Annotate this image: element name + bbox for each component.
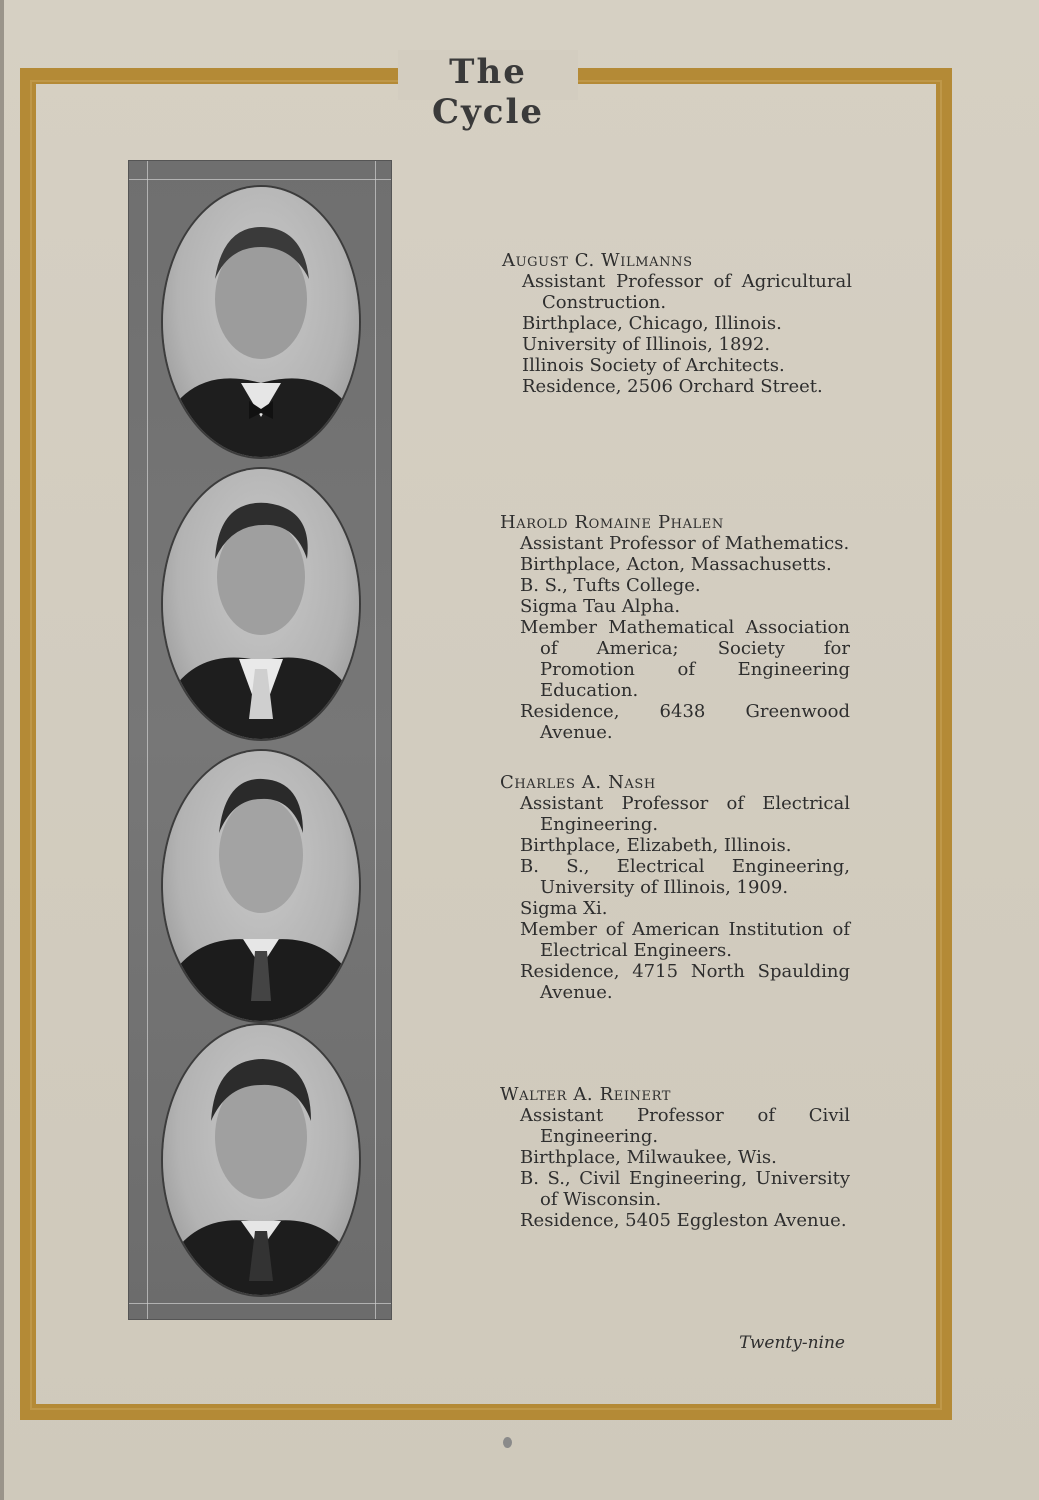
entry-line: B. S., Tufts College.	[520, 575, 701, 596]
entry-line: Residence, 5405 Eggleston Avenue.	[520, 1210, 847, 1231]
person-silhouette-icon	[163, 469, 359, 739]
entry-line: Sigma Xi.	[520, 898, 608, 919]
faculty-entry	[502, 250, 852, 397]
entry-line: B. S., Electrical Engineering, University of Illinois, 1909.	[520, 856, 850, 898]
page-spine	[0, 0, 4, 1500]
entry-line: Birthplace, Chicago, Illinois.	[522, 313, 782, 334]
entry-line: Birthplace, Acton, Massachusetts.	[520, 554, 832, 575]
portrait-photo	[163, 1025, 359, 1295]
entry-line: Member of American Institution of Electrical Engineers.	[520, 919, 850, 961]
entry-line: Member Mathematical Association of America; Society for Promotion of Engineering Education.	[520, 617, 850, 701]
entry-line: Birthplace, Elizabeth, Illinois.	[520, 835, 792, 856]
entry-line: B. S., Civil Engineering, University of Wisconsin.	[520, 1168, 850, 1210]
portrait-strip	[128, 160, 392, 1320]
faculty-name: Walter A. Reinert	[500, 1084, 672, 1105]
entry-line: Illinois Society of Architects.	[522, 355, 785, 376]
page-title: The Cycle	[431, 52, 545, 132]
strip-rule-left	[147, 161, 148, 1319]
entry-line: Assistant Professor of Electrical Engineering.	[520, 793, 850, 835]
print-speck	[503, 1437, 512, 1448]
entry-line: Residence, 2506 Orchard Street.	[522, 376, 823, 397]
entry-line: Residence, 4715 North Spaulding Avenue.	[520, 961, 850, 1003]
faculty-name: August C. Wilmanns	[502, 250, 693, 271]
entry-line: Assistant Professor of Agricultural Construction.	[522, 271, 852, 313]
portrait-photo	[163, 751, 359, 1021]
entry-line: Residence, 6438 Greenwood Avenue.	[520, 701, 850, 743]
strip-rule-bottom	[129, 1303, 391, 1304]
strip-rule-right	[375, 161, 376, 1319]
faculty-entry	[500, 1084, 850, 1231]
person-silhouette-icon	[163, 1025, 359, 1295]
faculty-name: Harold Romaine Phalen	[500, 512, 724, 533]
entry-line: Assistant Professor of Civil Engineering.	[520, 1105, 850, 1147]
person-silhouette-icon	[163, 751, 359, 1021]
entry-line: Assistant Professor of Mathematics.	[520, 533, 850, 554]
page-number: Twenty-nine	[739, 1333, 845, 1353]
entry-line: Birthplace, Milwaukee, Wis.	[520, 1147, 777, 1168]
faculty-entry	[500, 512, 850, 743]
portrait-photo	[163, 469, 359, 739]
faculty-entry	[500, 772, 850, 1003]
entry-line: University of Illinois, 1892.	[522, 334, 771, 355]
entry-line: Sigma Tau Alpha.	[520, 596, 681, 617]
person-silhouette-icon	[163, 187, 359, 457]
portrait-photo	[163, 187, 359, 457]
faculty-name: Charles A. Nash	[500, 772, 656, 793]
strip-rule-top	[129, 179, 391, 180]
